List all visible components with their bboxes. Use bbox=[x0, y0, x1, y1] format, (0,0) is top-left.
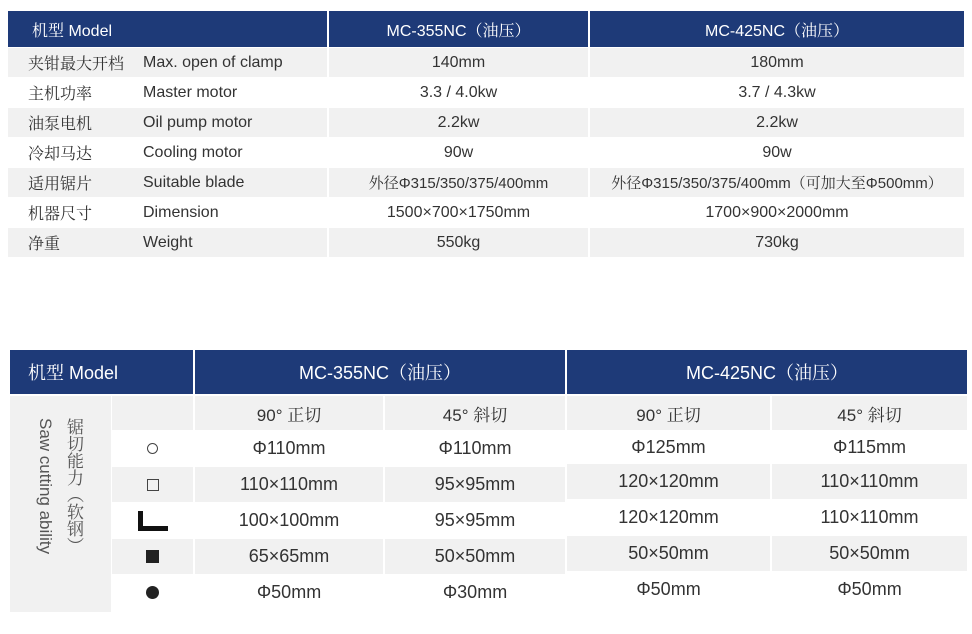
row-label-en: Oil pump motor bbox=[143, 113, 253, 131]
value-mc355: 90w bbox=[443, 143, 474, 161]
t2-header-mc425: MC-425NC（油压） bbox=[567, 350, 967, 394]
row-label-zh: 主机功率 bbox=[28, 86, 93, 103]
shape-cell bbox=[112, 503, 193, 538]
value-cell: 95×95mm bbox=[434, 510, 516, 530]
row-label-zh: 机器尺寸 bbox=[28, 206, 93, 223]
circle-outline-icon bbox=[147, 443, 158, 454]
row-label-en: Weight bbox=[143, 233, 193, 251]
value-cell: Φ50mm bbox=[837, 579, 902, 599]
value-cell: 50×50mm bbox=[567, 536, 770, 571]
value-mc425: 180mm bbox=[590, 48, 964, 77]
value-mc425: 2.2kw bbox=[590, 108, 964, 137]
value-mc425: 外径Φ315/350/375/400mm（可加大至Φ500mm） bbox=[590, 168, 964, 197]
value-mc355: 140mm bbox=[329, 48, 588, 77]
circle-filled-icon bbox=[146, 586, 159, 599]
value-mc425: 730kg bbox=[590, 228, 964, 257]
t2-header-model: 机型 Model bbox=[10, 350, 193, 394]
subheader-45-mc425: 45° 斜切 bbox=[772, 396, 967, 430]
value-cell: Φ110mm bbox=[438, 438, 512, 458]
value-mc425: 90w bbox=[762, 143, 792, 161]
value-cell: Φ110mm bbox=[252, 438, 326, 458]
row-label-zh: 冷却马达 bbox=[28, 146, 93, 163]
value-mc355: 550kg bbox=[329, 228, 588, 257]
row-label-en: Cooling motor bbox=[143, 143, 243, 161]
t1-header-mc355: MC-355NC（油压） bbox=[329, 11, 588, 47]
value-cell: 110×110mm bbox=[820, 507, 919, 527]
value-cell: 50×50mm bbox=[772, 536, 967, 571]
row-label-en: Master motor bbox=[143, 83, 238, 101]
t1-header-mc425: MC-425NC（油压） bbox=[590, 11, 964, 47]
angle-steel-icon bbox=[138, 511, 168, 531]
value-cell: Φ125mm bbox=[631, 436, 706, 457]
subheader-90-mc425: 90° 正切 bbox=[567, 396, 770, 430]
side-label-en: Saw cutting ability bbox=[36, 418, 55, 555]
side-label-zh: 锯切能力（软钢） bbox=[64, 418, 83, 554]
value-mc425: 1700×900×2000mm bbox=[705, 203, 849, 221]
value-mc355: 外径Φ315/350/375/400mm bbox=[329, 168, 588, 197]
value-mc355: 2.2kw bbox=[329, 108, 588, 137]
value-cell: Φ30mm bbox=[442, 582, 508, 602]
square-outline-icon bbox=[147, 479, 159, 491]
value-cell: 110×110mm bbox=[195, 467, 383, 502]
shape-cell bbox=[112, 467, 193, 502]
subheader-45-mc355: 45° 斜切 bbox=[385, 396, 565, 430]
value-cell: Φ115mm bbox=[832, 436, 907, 457]
t2-header-mc355: MC-355NC（油压） bbox=[195, 350, 565, 394]
value-cell: Φ50mm bbox=[636, 579, 701, 599]
square-filled-icon bbox=[146, 550, 159, 563]
value-mc355: 1500×700×1750mm bbox=[386, 203, 531, 221]
side-label bbox=[10, 396, 111, 612]
row-label-zh: 油泵电机 bbox=[28, 116, 93, 133]
row-label-en: Dimension bbox=[143, 203, 219, 221]
row-label-zh: 适用锯片 bbox=[28, 176, 93, 193]
value-cell: Φ50mm bbox=[256, 582, 322, 602]
shape-cell bbox=[112, 575, 193, 610]
value-mc355: 3.3 / 4.0kw bbox=[419, 83, 498, 101]
row-label-zh: 净重 bbox=[28, 236, 61, 253]
value-cell: 120×120mm bbox=[618, 507, 719, 527]
value-cell: 95×95mm bbox=[385, 467, 565, 502]
row-label-zh: 夹钳最大开档 bbox=[28, 56, 125, 73]
value-cell: 100×100mm bbox=[238, 510, 340, 530]
row-label-en: Suitable blade bbox=[143, 173, 245, 191]
value-mc425: 3.7 / 4.3kw bbox=[738, 83, 816, 101]
row-label-en: Max. open of clamp bbox=[143, 53, 283, 71]
shape-cell bbox=[112, 539, 193, 574]
value-cell: 65×65mm bbox=[195, 539, 383, 574]
value-cell: 120×120mm bbox=[567, 464, 770, 499]
value-cell: 50×50mm bbox=[385, 539, 565, 574]
t1-header-model: 机型 Model bbox=[8, 11, 327, 47]
value-cell: 110×110mm bbox=[772, 464, 967, 499]
subheader-90-mc355: 90° 正切 bbox=[195, 396, 383, 430]
shape-cell bbox=[112, 431, 193, 466]
subheader-blank bbox=[112, 396, 193, 430]
